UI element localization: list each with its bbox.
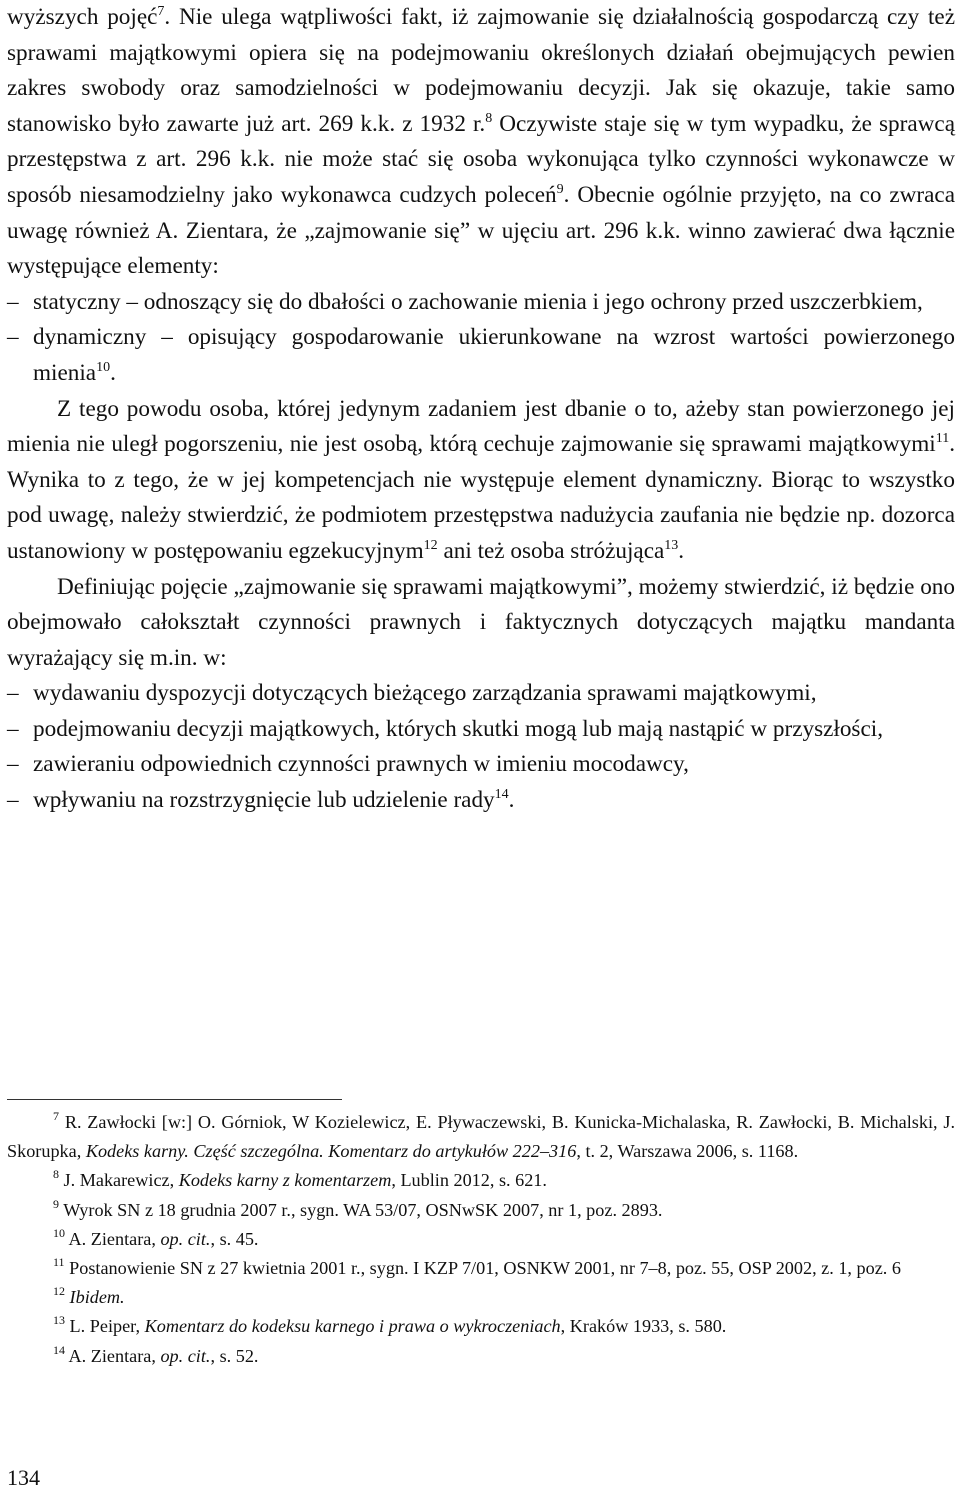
document-page <box>7 0 955 1490</box>
dash-bullet: – <box>7 715 19 742</box>
main-text <box>7 0 955 819</box>
footnote-ref: 14 <box>494 787 509 803</box>
paragraph: Z tego powodu osoba, której jedynym zadaniem jest dbanie o to, ażeby stan powierzonego jej mienia nie uległ pogorszeniu, nie jest osobą, którą cechuje zajmowanie się sprawami majątkowymi$^{11}$. Wynika to z tego, że w jej kompetencjach nie występuje element dynamiczny. Biorąc to wszystko pod uwagę, należy stwierdzić, że podmiotem przestępstwa nadużycia zaufania nie będzie np. dozorca ustanowiony w postępowaniu egzekucyjnym$^{12}$ ani też osoba stróżująca$^{13}$. <box>7 395 955 564</box>
dash-bullet: – <box>7 288 19 315</box>
dash-bullet: – <box>7 751 19 778</box>
footnote: $^{14}$ A. Zientara, op. cit., s. 52. <box>53 1342 259 1366</box>
footnote-ref: 13 <box>664 537 679 553</box>
list-item: – wpływaniu na rozstrzygnięcie lub udzielenie rady$^{14}$. <box>7 783 955 819</box>
footnote: $^{10}$ A. Zientara, op. cit., s. 45. <box>53 1225 259 1249</box>
list-item: – wydawaniu dyspozycji dotyczących bieżącego zarządzania sprawami majątkowymi, <box>7 676 955 712</box>
footnote-ref: 9 <box>556 181 564 197</box>
footnote-ref: 8 <box>485 110 493 126</box>
footnote: $^{12}$ Ibidem. <box>53 1284 125 1308</box>
list-item: – dynamiczny – opisujący gospodarowanie ukierunkowane na wzrost wartości powierzonego mienia$^{10}$. <box>7 320 955 391</box>
footnote-separator <box>7 1099 342 1100</box>
footnote: $^8$ J. Makarewicz, Kodeks karny z komentarzem, Lublin 2012, s. 621. <box>53 1167 547 1191</box>
footnote-ref: 7 <box>157 4 165 19</box>
list-item: – podejmowaniu decyzji majątkowych, których skutki mogą lub mają nastąpić w przyszłości, <box>7 712 955 748</box>
page-number: 134 <box>7 1465 40 1490</box>
footnote-ref: 10 <box>96 359 111 375</box>
footnote: $^{11}$ Postanowienie SN z 27 kwietnia 2001 r., sygn. I KZP 7/01, OSNKW 2001, nr 7–8, poz. 55, OSP 2002, z. 1, poz. 6 <box>53 1255 901 1279</box>
footnote: $^7$ R. Zawłocki [w:] O. Górniok, W Kozielewicz, E. Pływaczewski, B. Kunicka-Michalaska, R. Zawłocki, B. Michalski, J. Skorupka, Kodeks karny. Część szczególna. Komentarz do artykułów 222–316, t. 2, Warszawa 2006, s. 1168. <box>7 1109 955 1162</box>
footnote-ref: 11 <box>935 431 950 447</box>
dash-bullet: – <box>7 680 19 707</box>
paragraph: wyższych pojęć$^7$. Nie ulega wątpliwości fakt, iż zajmowanie się działalnością gospodarczą czy też sprawami majątkowymi opiera się na podejmowaniu określonych działań obejmujących pewien zakres swobody oraz samodzielności w podejmowaniu decyzji. Jak się okazuje, takie samo stanowisko było zawarte już art. 269 k.k. z 1932 r.$^8$ Oczywiste staje się w tym wypadku, że sprawcą przestępstwa z art. 296 k.k. nie może stać się osoba wykonująca tylko czynności wykonawcze w sposób niesamodzielny jako wykonawca cudzych poleceń$^9$. Obecnie ogólnie przyjęto, na co zwraca uwagę również A. Zientara, że „zajmowanie się” w ujęciu art. 296 k.k. winno zawierać dwa łącznie występujące elementy: <box>7 4 955 280</box>
footnote: $^{13}$ L. Peiper, Komentarz do kodeksu karnego i prawa o wykroczeniach, Kraków 1933, s. 580. <box>53 1313 727 1337</box>
dash-bullet: – <box>7 787 19 814</box>
footnote: $^9$ Wyrok SN z 18 grudnia 2007 r., sygn. WA 53/07, OSNwSK 2007, nr 1, poz. 2893. <box>53 1196 663 1220</box>
paragraph: Definiując pojęcie „zajmowanie się sprawami majątkowymi”, możemy stwierdzić, iż będzie ono obejmowało całokształt czynności prawnych i faktycznych dotyczących majątku mandanta wyrażający się m.in. w: <box>7 573 955 671</box>
list-item: – statyczny – odnoszący się do dbałości o zachowanie mienia i jego ochrony przed uszczerbkiem, <box>7 285 955 321</box>
footnotes <box>7 1108 955 1371</box>
list-item: – zawieraniu odpowiednich czynności prawnych w imieniu mocodawcy, <box>7 747 955 783</box>
footnote-ref: 12 <box>423 537 438 553</box>
dash-bullet: – <box>7 324 19 351</box>
